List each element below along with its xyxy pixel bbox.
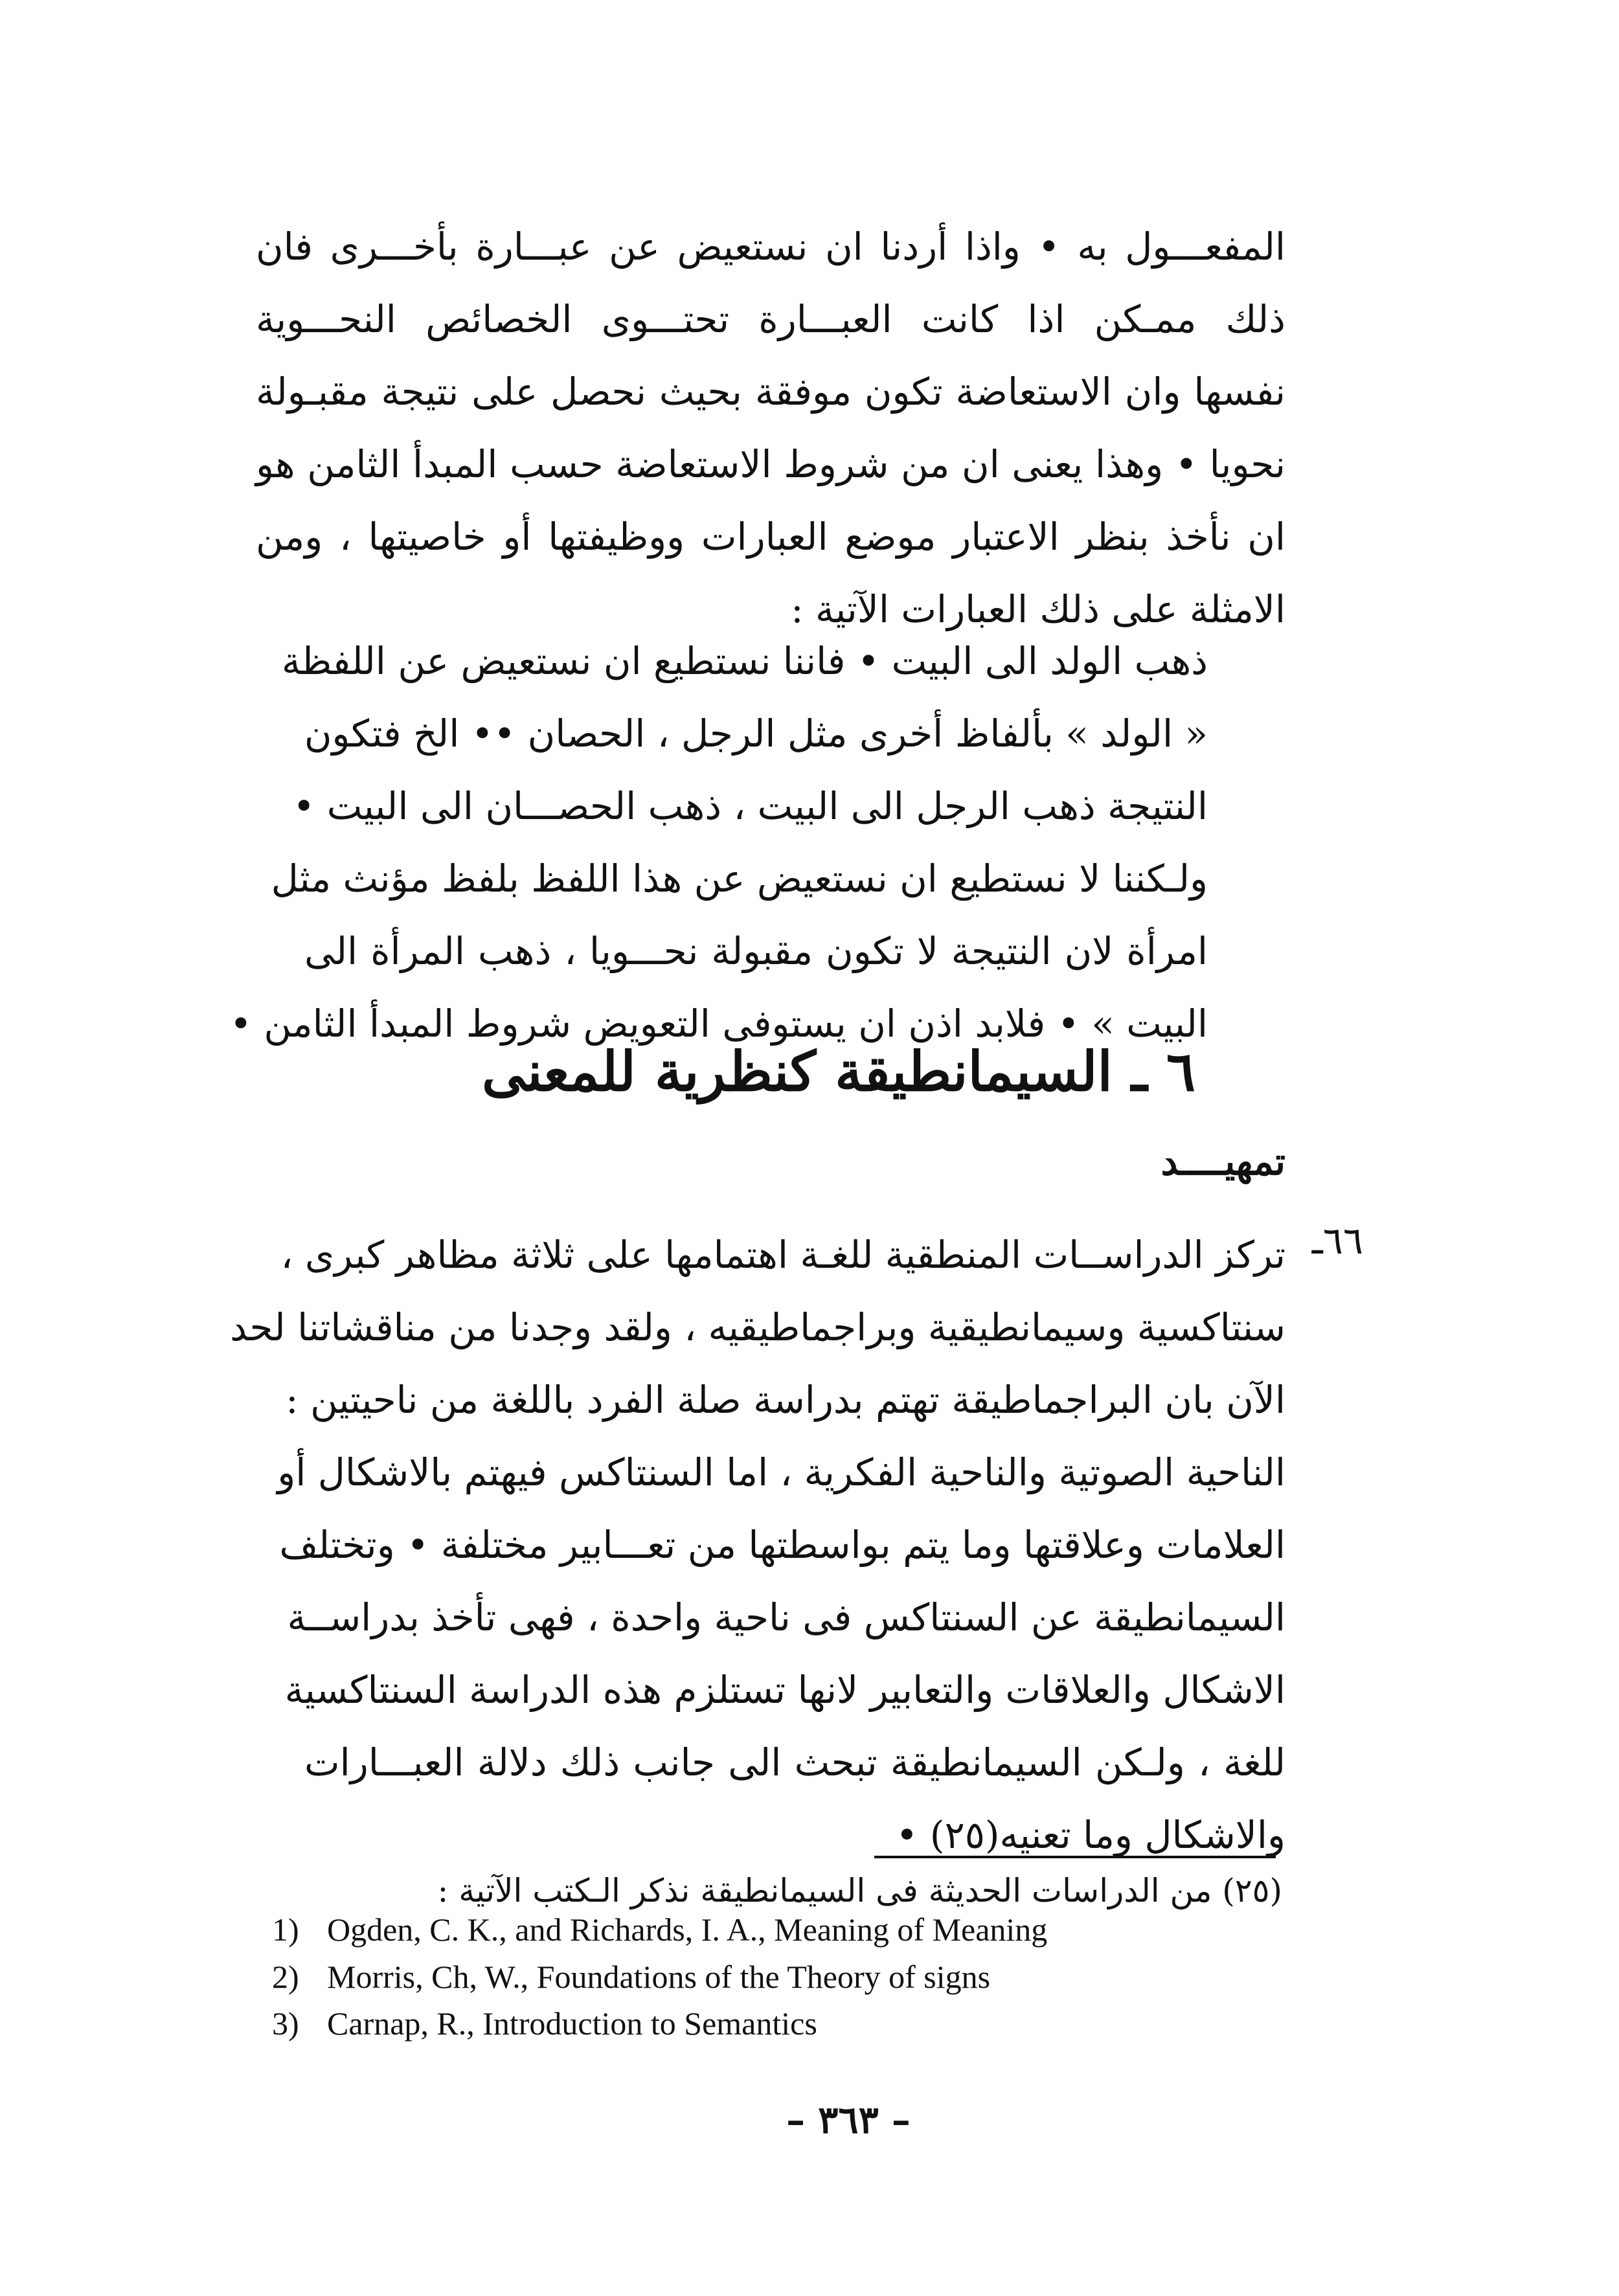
text-line: نفسها وان الاستعاضة تكون موفقة بحيث نحصل على نتيجة مقبـولة [256,370,1285,414]
text-line: الآن بان البراجماطيقة تهتم بدراسة صلة الفرد باللغة من ناحيتين : [286,1378,1285,1422]
footnote-intro: (٢٥) من الدراسات الحديثة فى السيمانطيقة نذكر الـكتب الآتية : [437,1872,1282,1909]
reference-text: Morris, Ch, W., Foundations of the Theory of signs [327,1959,991,1995]
reference-number: 1) [272,1911,299,1948]
text-line: ولـكننا لا نستطيع ان نستعيض عن هذا اللفظ بلفظ مؤنث مثل [271,857,1208,901]
reference-number: 2) [272,1959,299,1995]
reference-text: Carnap, R., Introduction to Semantics [327,2005,817,2042]
text-line: الامثلة على ذلك العبارات الآتية : [791,587,1285,631]
text-line: ذلك ممـكن اذا كانت العبـــارة تحتـــوى الخصائص النحـــوية [256,297,1285,341]
text-line: امرأة لان النتيجة لا تكون مقبولة نحـــويا ، ذهب المرأة الى [304,929,1208,973]
text-line: نحويا • وهذا يعنى ان من شروط الاستعاضة حسب المبدأ الثامن هو [256,442,1285,486]
text-line: تركز الدراســات المنطقية للغـة اهتمامها على ثلاثة مظاهر كبرى ، [280,1233,1285,1277]
text-line: البيت » • فلابد اذن ان يستوفى التعويض شروط المبدأ الثامن • [229,1002,1208,1046]
text-line: السيمانطيقة عن السنتاكس فى ناحية واحدة ، فهى تأخذ بدراســة [287,1595,1285,1639]
footnote-reference [272,1907,1047,1952]
subheading: تمهيــــد [1160,1140,1285,1184]
text-line: ذهب الولد الى البيت • فاننا نستطيع ان نستعيض عن اللفظة [281,639,1208,683]
example-block [229,625,1208,1060]
section-heading: ٦ ـ السيمانطيقة كنظرية للمعنى [481,1039,1196,1103]
text-line: العلامات وعلاقتها وما يتم بواسطتها من تعـــابير مختلفة • وتختلف [279,1523,1285,1567]
footnote-reference [272,1954,990,1999]
text-line: للغة ، ولـكن السيمانطيقة تبحث الى جانب ذلك دلالة العبـــارات [304,1740,1285,1784]
page-number: – ٣٦٣ – [786,2098,911,2142]
body-paragraph [230,1219,1285,1871]
text-line: الناحية الصوتية والناحية الفكرية ، اما السنتاكس فيهتم بالاشكال أو [277,1450,1285,1494]
text-line: والاشكال وما تعنيه(٢٥) • [896,1813,1285,1857]
text-line: الاشكال والعلاقات والتعابير لانها تستلزم هذه الدراسة السنتاكسية [284,1668,1285,1712]
text-line: سنتاكسية وسيمانطيقية وبراجماطيقيه ، ولقد وجدنا من مناقشاتنا لحد [230,1305,1285,1349]
footnote-reference [272,2001,817,2046]
text-line: ان نأخذ بنظر الاعتبار موضع العبارات ووظيفتها أو خاصيتها ، ومن [256,515,1285,559]
reference-number: 3) [272,2005,299,2042]
reference-text: Ogden, C. K., and Richards, I. A., Meaning of Meaning [327,1911,1048,1948]
text-line: النتيجة ذهب الرجل الى البيت ، ذهب الحصـــان الى البيت • [293,784,1208,828]
paragraph-number: ٦٦ـ [1311,1219,1363,1263]
footnote-divider [874,1856,1276,1858]
intro-paragraph [256,210,1285,646]
text-line: « الولد » بألفاظ أخرى مثل الرجل ، الحصان •• الخ فتكون [304,712,1208,756]
text-line: المفعـــول به • واذا أردنا ان نستعيض عن عبـــارة بأخـــرى فان [256,225,1285,269]
